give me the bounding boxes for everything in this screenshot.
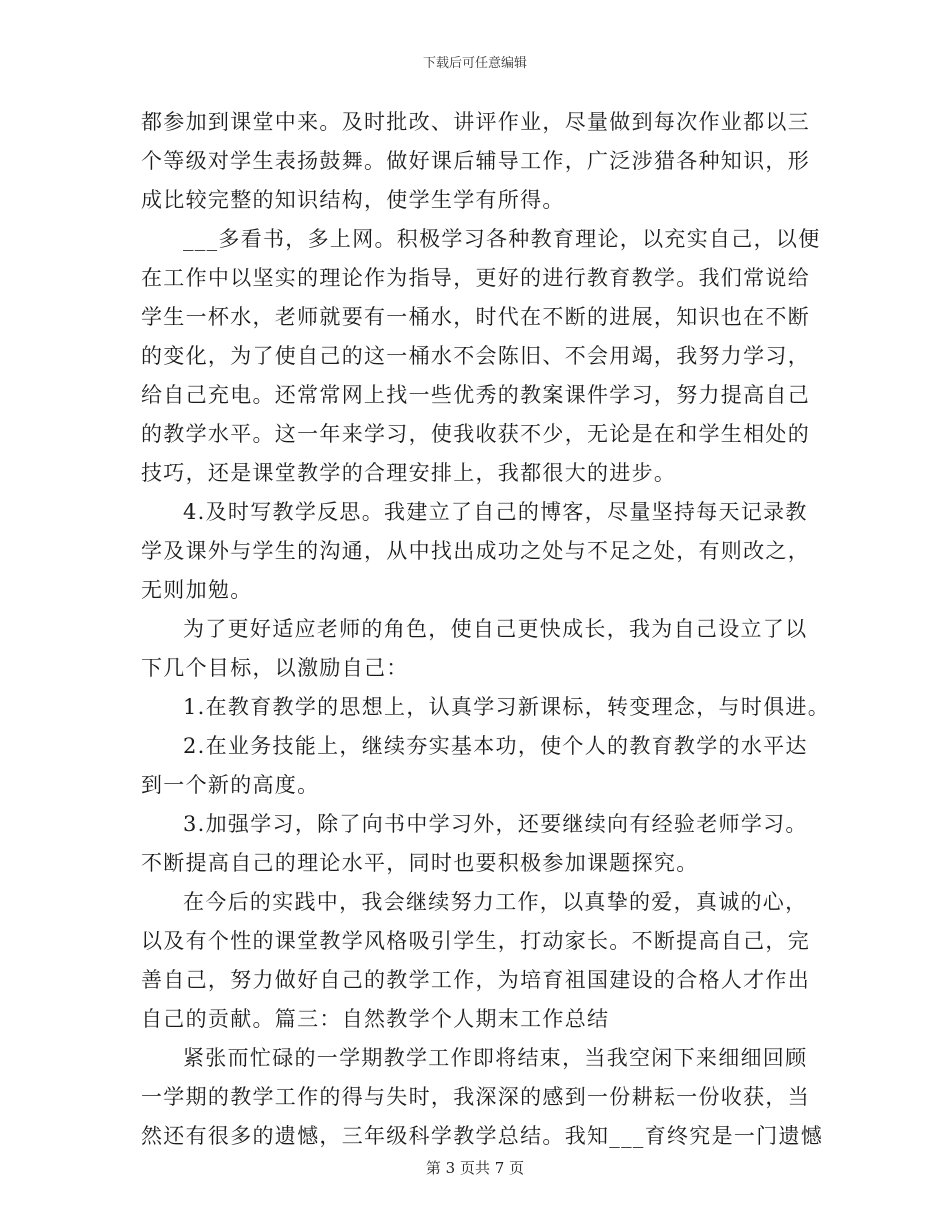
text-line: 的变化，为了使自己的这一桶水不会陈旧、不会用竭，我努力学习， xyxy=(141,344,810,368)
text-line: 技巧，还是课堂教学的合理安排上，我都很大的进步。 xyxy=(141,461,677,485)
text-line: 为了更好适应老师的角色，使自己更快成长，我为自己设立了以 xyxy=(183,617,808,641)
text-line: 学及课外与学生的沟通，从中找出成功之处与不足之处，有则改之， xyxy=(141,539,810,563)
text-line: ___多看书，多上网。积极学习各种教育理论，以充实自己，以便 xyxy=(183,227,821,251)
text-line: 下几个目标，以激励自己： xyxy=(141,656,409,680)
text-line: 4.及时写教学反思。我建立了自己的博客，尽量坚持每天记录教 xyxy=(183,500,808,524)
page-footer-number: 第 3 页共 7 页 xyxy=(425,1159,525,1177)
text-line: 在今后的实践中，我会继续努力工作，以真挚的爱，真诚的心， xyxy=(183,890,808,914)
document-body xyxy=(141,103,831,1156)
text-line: 1.在教育教学的思想上，认真学习新课标，转变理念，与时俱进。 xyxy=(183,695,831,719)
text-line: 在工作中以坚实的理论作为指导，更好的进行教育教学。我们常说给 xyxy=(141,266,810,290)
text-line: 紧张而忙碌的一学期教学工作即将结束，当我空闲下来细细回顾 xyxy=(183,1046,808,1070)
text-line: 以及有个性的课堂教学风格吸引学生，打动家长。不断提高自己，完 xyxy=(141,929,810,953)
text-line: 都参加到课堂中来。及时批改、讲评作业，尽量做到每次作业都以三 xyxy=(141,110,810,134)
text-line: 善自己，努力做好自己的教学工作，为培育祖国建设的合格人才作出 xyxy=(141,968,810,992)
page-header-note: 下载后可任意编辑 xyxy=(422,56,527,71)
text-line: 然还有很多的遗憾，三年级科学教学总结。我知___育终究是一门遗憾 xyxy=(141,1124,824,1148)
text-line: 自己的贡献。篇三：自然教学个人期末工作总结 xyxy=(141,1007,610,1031)
text-line: 3.加强学习，除了向书中学习外，还要继续向有经验老师学习。 xyxy=(183,812,808,836)
text-line: 给自己充电。还常常网上找一些优秀的教案课件学习，努力提高自己 xyxy=(141,383,810,407)
text-line: 不断提高自己的理论水平，同时也要积极参加课题探究。 xyxy=(141,851,699,875)
text-line: 2.在业务技能上，继续夯实基本功，使个人的教育教学的水平达 xyxy=(183,734,808,758)
text-line: 到一个新的高度。 xyxy=(141,773,320,797)
text-line: 学生一杯水，老师就要有一桶水，时代在不断的进展，知识也在不断 xyxy=(141,305,810,329)
text-line: 无则加勉。 xyxy=(141,578,253,602)
text-line: 一学期的教学工作的得与失时，我深深的感到一份耕耘一份收获，当 xyxy=(141,1085,810,1109)
text-line: 个等级对学生表扬鼓舞。做好课后辅导工作，广泛涉猎各种知识，形 xyxy=(141,149,810,173)
text-line: 成比较完整的知识结构，使学生学有所得。 xyxy=(141,188,565,212)
text-line: 的教学水平。这一年来学习，使我收获不少，无论是在和学生相处的 xyxy=(141,422,810,446)
